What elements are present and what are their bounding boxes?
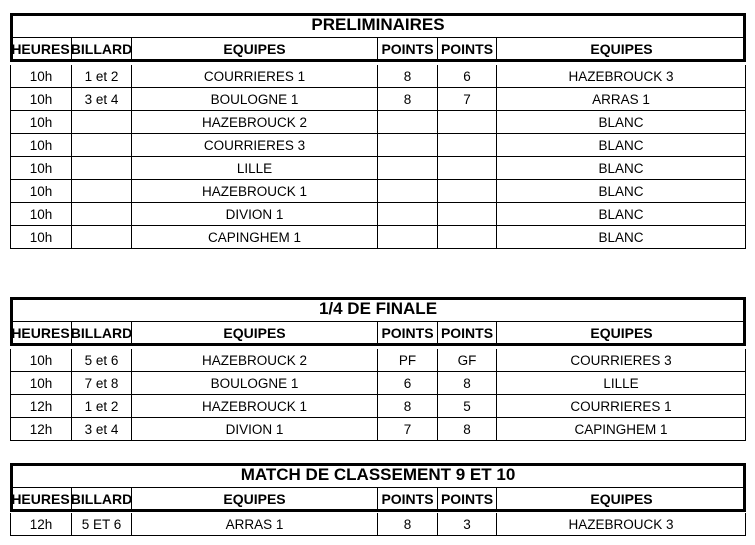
cell-points-2: 5 [437, 395, 496, 418]
cell-equipe-1: HAZEBROUCK 1 [131, 180, 377, 203]
cell-points-1 [377, 134, 437, 157]
cell-points-1: 6 [377, 372, 437, 395]
col-header-points-2: POINTS [437, 488, 496, 509]
col-header-equipes-1: EQUIPES [131, 488, 377, 509]
col-header-points-1: POINTS [377, 38, 437, 59]
cell-equipe-2: HAZEBROUCK 3 [496, 65, 746, 88]
col-header-equipes-2: EQUIPES [496, 488, 746, 509]
cell-equipe-2: CAPINGHEM 1 [496, 418, 746, 441]
cell-points-2: 7 [437, 88, 496, 111]
cell-equipe-1: COURRIERES 3 [131, 134, 377, 157]
cell-heure: 12h [10, 395, 71, 418]
cell-equipe-2: COURRIERES 3 [496, 349, 746, 372]
cell-points-2 [437, 134, 496, 157]
col-header-billard: BILLARD [71, 322, 131, 343]
cell-points-1: 8 [377, 65, 437, 88]
col-header-equipes-1: EQUIPES [131, 38, 377, 59]
cell-heure: 10h [10, 203, 71, 226]
cell-points-2: GF [437, 349, 496, 372]
cell-equipe-1: BOULOGNE 1 [131, 372, 377, 395]
col-header-points-1: POINTS [377, 322, 437, 343]
cell-points-2: 3 [437, 513, 496, 536]
section-title: PRELIMINAIRES [311, 15, 445, 34]
cell-equipe-2: BLANC [496, 111, 746, 134]
cell-equipe-1: HAZEBROUCK 1 [131, 395, 377, 418]
table-row [10, 65, 746, 88]
cell-points-2: 6 [437, 65, 496, 88]
column-headers [10, 322, 746, 343]
cell-points-1: 7 [377, 418, 437, 441]
table-row [10, 513, 746, 536]
cell-heure: 10h [10, 88, 71, 111]
cell-heure: 12h [10, 418, 71, 441]
cell-points-2 [437, 180, 496, 203]
cell-billard: 5 et 6 [71, 349, 131, 372]
col-header-billard: BILLARD [71, 38, 131, 59]
cell-points-1: 8 [377, 395, 437, 418]
cell-points-2: 8 [437, 418, 496, 441]
cell-equipe-2: BLANC [496, 134, 746, 157]
col-header-points-1: POINTS [377, 488, 437, 509]
table-row [10, 372, 746, 395]
cell-billard: 3 et 4 [71, 88, 131, 111]
cell-equipe-2: LILLE [496, 372, 746, 395]
cell-equipe-1: DIVION 1 [131, 418, 377, 441]
cell-billard: 3 et 4 [71, 418, 131, 441]
table-row [10, 157, 746, 180]
cell-billard [71, 157, 131, 180]
cell-heure: 10h [10, 157, 71, 180]
col-header-equipes-2: EQUIPES [496, 322, 746, 343]
cell-points-2 [437, 203, 496, 226]
column-headers [10, 38, 746, 59]
table-row [10, 111, 746, 134]
cell-equipe-1: HAZEBROUCK 2 [131, 349, 377, 372]
cell-billard [71, 226, 131, 249]
cell-points-1 [377, 157, 437, 180]
cell-equipe-2: BLANC [496, 203, 746, 226]
table-row [10, 418, 746, 441]
cell-points-2 [437, 226, 496, 249]
cell-equipe-1: ARRAS 1 [131, 513, 377, 536]
cell-heure: 10h [10, 372, 71, 395]
cell-points-1: 8 [377, 513, 437, 536]
cell-billard: 1 et 2 [71, 65, 131, 88]
cell-heure: 10h [10, 65, 71, 88]
cell-points-1: PF [377, 349, 437, 372]
section-title: 1/4 DE FINALE [318, 299, 438, 318]
cell-points-1 [377, 180, 437, 203]
cell-equipe-2: BLANC [496, 226, 746, 249]
cell-equipe-2: HAZEBROUCK 3 [496, 513, 746, 536]
table-row [10, 226, 746, 249]
table-row [10, 180, 746, 203]
col-header-billard: BILLARD [71, 488, 131, 509]
cell-points-1 [377, 111, 437, 134]
section-title: MATCH DE CLASSEMENT 9 ET 10 [240, 465, 516, 484]
col-header-points-2: POINTS [437, 38, 496, 59]
table-row [10, 88, 746, 111]
cell-points-2: 8 [437, 372, 496, 395]
cell-heure: 10h [10, 226, 71, 249]
cell-equipe-1: HAZEBROUCK 2 [131, 111, 377, 134]
cell-heure: 10h [10, 349, 71, 372]
cell-equipe-1: DIVION 1 [131, 203, 377, 226]
cell-points-2 [437, 111, 496, 134]
cell-billard [71, 180, 131, 203]
cell-equipe-2: BLANC [496, 157, 746, 180]
cell-points-1 [377, 226, 437, 249]
cell-equipe-1: COURRIERES 1 [131, 65, 377, 88]
table-row [10, 349, 746, 372]
cell-equipe-2: BLANC [496, 180, 746, 203]
cell-heure: 10h [10, 180, 71, 203]
col-header-heures: HEURES [11, 490, 70, 507]
cell-billard [71, 111, 131, 134]
column-headers [10, 488, 746, 509]
cell-equipe-1: LILLE [131, 157, 377, 180]
col-header-heures: HEURES [11, 40, 70, 57]
col-header-points-2: POINTS [437, 322, 496, 343]
table-row [10, 203, 746, 226]
col-header-equipes-1: EQUIPES [131, 322, 377, 343]
cell-heure: 12h [10, 513, 71, 536]
cell-equipe-1: CAPINGHEM 1 [131, 226, 377, 249]
cell-points-1 [377, 203, 437, 226]
cell-billard: 7 et 8 [71, 372, 131, 395]
cell-billard: 5 ET 6 [71, 513, 131, 536]
col-header-equipes-2: EQUIPES [496, 38, 746, 59]
table-row [10, 134, 746, 157]
cell-heure: 10h [10, 134, 71, 157]
cell-billard: 1 et 2 [71, 395, 131, 418]
cell-equipe-2: ARRAS 1 [496, 88, 746, 111]
table-row [10, 395, 746, 418]
cell-billard [71, 134, 131, 157]
cell-billard [71, 203, 131, 226]
cell-points-2 [437, 157, 496, 180]
cell-equipe-2: COURRIERES 1 [496, 395, 746, 418]
cell-heure: 10h [10, 111, 71, 134]
cell-equipe-1: BOULOGNE 1 [131, 88, 377, 111]
cell-points-1: 8 [377, 88, 437, 111]
col-header-heures: HEURES [11, 324, 70, 341]
